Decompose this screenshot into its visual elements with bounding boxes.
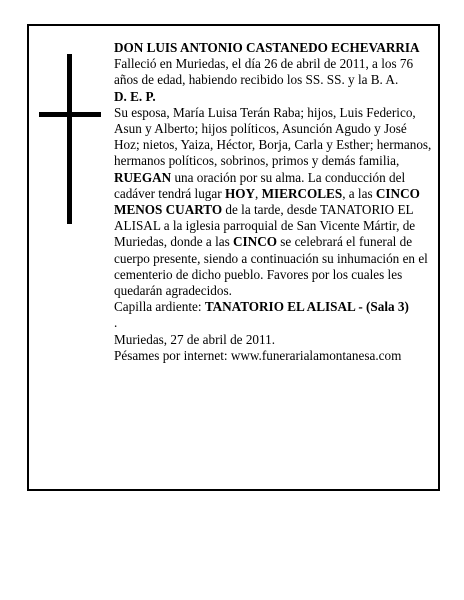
request-text-4: de la tarde, desde TANATORIO EL ALISAL a la iglesia parroquial de San Vicente Mártir, de Muriedas, donde a las	[114, 202, 416, 250]
chapel-line-end: .	[114, 315, 118, 331]
condolences-line: Pésames por internet: www.funerarialamontanesa.com	[114, 347, 402, 363]
dep-line: D. E. P.	[114, 88, 156, 104]
family-list: Su esposa, María Luisa Terán Raba; hijos, Luis Federico, Asun y Alberto; hijos políticos, Asunción Agudo y José Hoz; nietos, Yaiza, Héctor, Borja, Carla y Esther; hermanos, hermanos políticos, sobrinos, primos y demás familia,	[114, 104, 432, 169]
request-text-1: una oración por su alma. La conducción del cadáver tendrá lugar	[114, 169, 406, 201]
cross-horizontal-bar	[39, 112, 101, 117]
request-text-2: ,	[254, 185, 262, 201]
cross-vertical-bar	[67, 54, 72, 224]
latin-cross-icon	[39, 54, 101, 224]
funeral-request	[114, 170, 432, 300]
deceased-name: DON LUIS ANTONIO CASTANEDO ECHEVARRIA	[114, 40, 420, 55]
request-text-5: se celebrará el funeral de cuerpo presente, siendo a continuación su inhumación en el cementerio de dicho pueblo. Favores por los cuales les quedarán agradecidos.	[114, 234, 428, 299]
place-date: Muriedas, 27 de abril de 2011.	[114, 331, 276, 347]
departure-time: CINCO MENOS CUARTO	[114, 185, 420, 218]
death-statement: Falleció en Muriedas, el día 26 de abril de 2011, a los 76 años de edad, habiendo recibido los SS. SS. y la B. A.	[114, 56, 414, 88]
obituary-notice	[27, 24, 440, 491]
request-text-3: , a las	[342, 185, 376, 201]
chapel-label: Capilla ardiente:	[114, 299, 205, 315]
notice-text	[114, 40, 432, 364]
chapel-value: TANATORIO EL ALISAL - (Sala 3)	[204, 299, 409, 315]
funeral-time: CINCO	[233, 234, 277, 250]
ruegan-word: RUEGAN	[114, 169, 172, 185]
hoy-word: HOY	[224, 185, 255, 201]
chapel-line	[114, 299, 432, 315]
miercoles-word: MIERCOLES	[261, 185, 343, 201]
